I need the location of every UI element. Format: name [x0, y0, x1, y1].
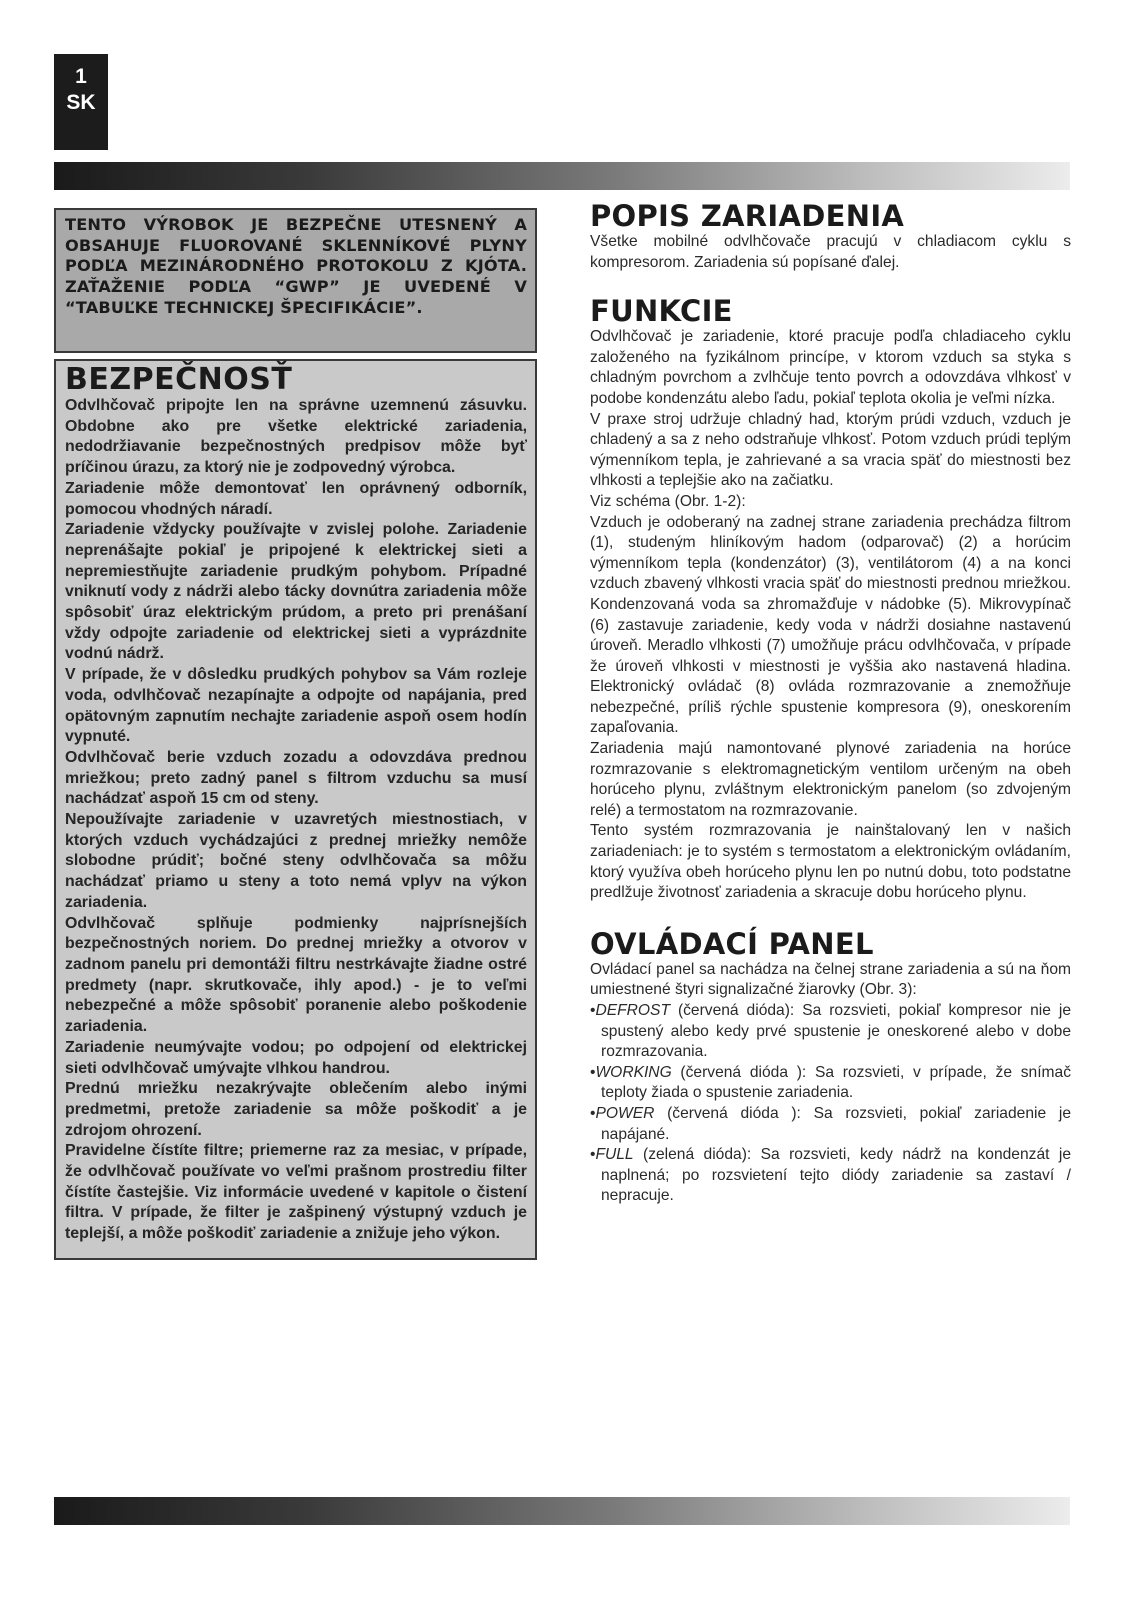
safety-paragraph: Zariadenie neumývajte vodou; po odpojení od elektrickej sieti odvlhčovač umývajte vlhkou handrou.	[65, 1038, 527, 1077]
funkcie-paragraph: V praxe stroj udržuje chladný had, ktorým prúdi vzduch, vzduch je chladený a sa z neho odstraňuje vlhkosť. Potom vzduch prúdi teplým výmenníkom tepla, je zahrievané a sa vracia späť do miestnosti bez vlhkosti a teplejšie ako na začiatku.	[590, 410, 1071, 490]
funkcie-paragraph: Tento systém rozmrazovania je nainštalovaný len v našich zariadeniach: je to systém s termostatom a elektronickým ovládaním, ktorý využíva obeh horúceho plynu len po nutnú dobu, toto podstatne predlžuje životnosť zariadenia a skracuje dobu horúceho plynu.	[590, 822, 1071, 902]
page-language: SK	[66, 91, 96, 114]
safety-paragraph: Odvlhčovač splňuje podmienky najprísnejších bezpečnostných noriem. Do prednej mriežky a otvorov v zadnom panelu pri demontáži filtru nestrkávajte žiadne ostré predmety (napr. skrutkovače, ihly apod.) - je to veľmi nebezpečné a môže spôsobiť poranenie alebo poškodenie zariadenia.	[65, 914, 527, 1036]
indicator-description: (červená dióda): Sa rozsvieti, pokiaľ kompresor nie je spustený alebo kedy prvé spustenie je oneskorené alebo v dobe rozmrazovania.	[601, 1002, 1071, 1061]
funkcie-paragraph: Viz schéma (Obr. 1-2):	[590, 492, 746, 510]
safety-paragraph: Zariadenie vždycky používajte v zvislej polohe. Zariadenie neprenášajte pokiaľ je pripojené k elektrickej sieti a nepremiestňujte zariadenie prudkým pohybom. Prípadné vniknutí vody z nádrži alebo tácky dovnútra zariadenia môže spôsobiť úraz elektrickým prúdom, a preto pri prenášaní vždy odpojte zariadenie od elektrickej sieti a vyprázdnite vodnú nádrž.	[65, 521, 527, 663]
safety-paragraph: V prípade, že v dôsledku prudkých pohybov sa Vám rozleje voda, odvlhčovač nezapínajte a odpojte od napájania, pred opätovným zapnutím nechajte zariadenie aspoň osem hodín vypnuté.	[65, 666, 527, 746]
indicator-item-working: •WORKING (červená dióda ): Sa rozsvieti, v prípade, že snímač teploty žiada o spustenie zariadenia.	[590, 1063, 1071, 1102]
header-gradient-bar	[54, 162, 1070, 190]
gwp-notice-text: TENTO VÝROBOK JE BEZPEČNE UTESNENÝ A OBSAHUJE FLUOROVANÉ SKLENNÍKOVÉ PLYNY PODĽA MEZINÁRODNÉHO PROTOKOLU Z KJÓTA. ZAŤAŽENIE PODĽA “GWP” JE UVEDENÉ V “TABUĽKE TECHNICKEJ ŠPECIFIKÁCIE”.	[65, 215, 527, 317]
gwp-notice-box	[54, 208, 537, 353]
right-column	[590, 200, 1071, 1207]
indicator-item-defrost: •DEFROST (červená dióda): Sa rozsvieti, pokiaľ kompresor nie je spustený alebo kedy prvé spustenie je oneskorené alebo v dobe rozmrazovania.	[590, 1002, 1071, 1061]
funkcie-paragraph: Zariadenia majú namontované plynové zariadenia na horúce rozmrazovanie s elektromagnetickým ventilom určeným na obeh horúceho plynu, zvláštnym elektronickým panelom (so zdvojeným relé) a termostatom na rozmrazovanie.	[590, 740, 1071, 819]
safety-paragraph: Odvlhčovač pripojte len na správne uzemnenú zásuvku. Obdobne ako pre všetke elektrické zariadenia, nedodržiavanie bezpečnostných predpisov môže byť príčinou úrazu, za ktorý nie je zodpovedný výrobca.	[65, 397, 527, 477]
footer-gradient-bar	[54, 1497, 1070, 1525]
ovladaci-panel-title: OVLÁDACÍ PANEL	[590, 926, 874, 961]
safety-paragraph: Prednú mriežku nezakrývajte oblečením alebo inými predmetmi, pretože zariadenie sa môže poškodiť a je zdrojom ohrození.	[65, 1080, 527, 1139]
indicator-key: POWER	[595, 1104, 655, 1122]
funkcie-paragraph: Vzduch je odoberaný na zadnej strane zariadenia prechádza filtrom (1), studeným hliníkovým hadom (odparovač) (2) a horúcim výmenníkom tepla (kondenzátor) (3), ventilátorom (4) a na konci vzduch zbavený vlhkosti vracia späť do miestnosti prednou mriežkou. Kondenzovaná voda sa zhromažďuje v nádobke (5). Mikrovypínač (6) zastavuje zariadenie, kedy voda v nádrži dosiahne nastavenú úroveň. Meradlo vlhkosti (7) umožňuje prácu odvlhčovača, v prípade že úroveň vlhkosti v miestnosti je vyššia ako nastavená hladina. Elektronický ovládač (8) ovláda rozmrazovanie a znemožňuje nebezpečné, príliš rýchle spustenie kompresora (9), oneskorením zapaľovania.	[590, 513, 1071, 737]
popis-title: POPIS ZARIADENIA	[590, 199, 905, 233]
page-tab	[54, 54, 108, 150]
indicator-description: (zelená dióda): Sa rozsvieti, kedy nádrž na kondenzát je naplnená; po rozsvietení tejto diódy zariadenie sa zastaví / nepracuje.	[601, 1146, 1071, 1205]
popis-text: Všetke mobilné odvlhčovače pracujú v chladiacom cyklu s kompresorom. Zariadenia sú popísané ďalej.	[590, 233, 1071, 271]
safety-paragraph: Pravidelne čístíte filtre; priemerne raz za mesiac, v prípade, že odvlhčovač používate vo veľmi prašnom prostrediu filter čístíte častejšie. Viz informácie uvedené v kapitole o čistení filtra. V prípade, že filter je zašpinený výstupný vzduch je teplejší, a môže poškodiť zariadenie a znižuje jeho výkon.	[65, 1142, 527, 1243]
safety-box	[54, 359, 537, 1260]
safety-title: BEZPEČNOSŤ	[65, 362, 293, 397]
safety-paragraph: Nepoužívajte zariadenie v uzavretých miestnostiach, v ktorých vzduch vychádzajúci z prednej mriežky nemôže slobodne prúdiť; bočné steny odvlhčovača sa môžu nachádzať priamo u steny a toto nemá vplyv na výkon zariadenia.	[65, 811, 527, 911]
funkcie-title: FUNKCIE	[590, 294, 733, 329]
page-number: 1	[75, 65, 87, 88]
indicator-description: (červená dióda ): Sa rozsvieti, pokiaľ zariadenie je napájané.	[601, 1104, 1071, 1143]
funkcie-paragraph: Odvlhčovač je zariadenie, ktoré pracuje podľa chladiaceho cyklu založeného na fyzikálnom princípe, v ktorom vzduch sa styka s chladným povrchom a zvlhčuje tento povrch a odovzdáva vlhkosť v podobe kondenzátu alebo ľadu, pokiaľ teplota okolia je veľmi nízka.	[590, 328, 1071, 407]
indicator-description: (červená dióda ): Sa rozsvieti, v prípade, že snímač teploty žiada o spustenie zariadenia.	[601, 1063, 1071, 1102]
indicator-key: FULL	[595, 1146, 634, 1164]
ovladaci-intro: Ovládací panel sa nachádza na čelnej strane zariadenia a sú na ňom umiestnené štyri signalizačné žiarovky (Obr. 3):	[590, 960, 1071, 999]
safety-paragraph: Zariadenie môže demontovať len oprávnený odborník, pomocou vhodných náradí.	[65, 479, 527, 518]
indicator-key: WORKING	[595, 1063, 672, 1081]
indicator-item-full: •FULL (zelená dióda): Sa rozsvieti, kedy nádrž na kondenzát je naplnená; po rozsvietení tejto diódy zariadenie sa zastaví / nepracuje.	[590, 1146, 1071, 1205]
indicator-key: DEFROST	[595, 1002, 670, 1019]
safety-paragraph: Odvlhčovač berie vzduch zozadu a odovzdáva prednou mriežkou; preto zadný panel s filtrom vzduchu sa musí nachádzať aspoň 15 cm od steny.	[65, 748, 527, 808]
indicator-item-power: •POWER (červená dióda ): Sa rozsvieti, pokiaľ zariadenie je napájané.	[590, 1104, 1071, 1143]
